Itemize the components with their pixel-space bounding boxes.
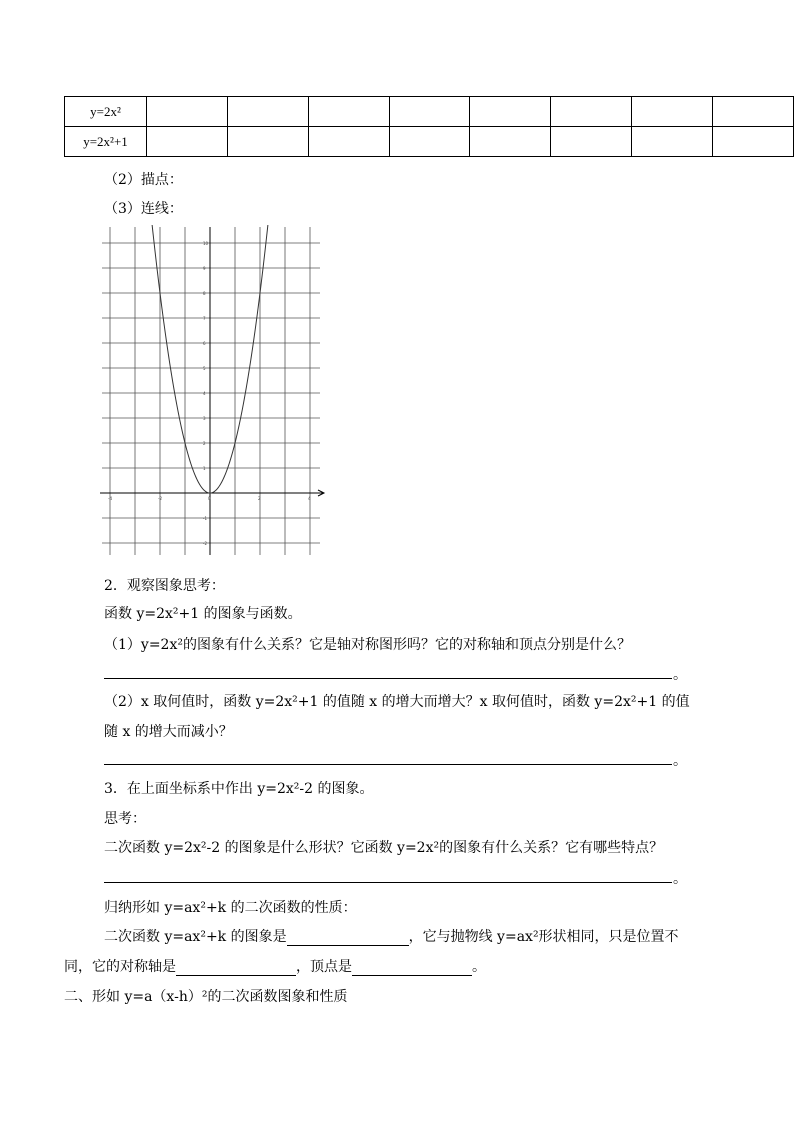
table-cell[interactable] xyxy=(470,97,551,127)
answer-line[interactable] xyxy=(104,882,672,883)
summary-heading: 归纳形如 y=ax²+k 的二次函数的性质： xyxy=(104,900,357,916)
x-tick-label: 2 xyxy=(258,496,261,501)
table-cell[interactable] xyxy=(147,127,228,157)
table-cell[interactable] xyxy=(389,97,470,127)
fill-blank-axis[interactable] xyxy=(176,959,296,976)
row-label: y=2x² xyxy=(65,97,147,127)
y-tick-label: 10 xyxy=(203,241,209,246)
table-cell[interactable] xyxy=(470,127,551,157)
table-row xyxy=(65,97,794,127)
y-tick-label: -2 xyxy=(203,541,207,546)
table-cell[interactable] xyxy=(632,127,713,157)
y-tick-label: 2 xyxy=(203,441,206,446)
q2-sub1: （1）y=2x²的图象有什么关系？它是轴对称图形吗？它的对称轴和顶点分别是什么？ xyxy=(104,637,631,653)
y-tick-label: 8 xyxy=(203,291,206,296)
answer-line[interactable] xyxy=(104,678,672,679)
summary-text: 同，它的对称轴是 xyxy=(64,959,176,975)
values-table xyxy=(64,96,794,157)
step-plot: （2）描点： xyxy=(104,172,183,188)
step-connect: （3）连线： xyxy=(104,201,183,217)
y-tick-label: 7 xyxy=(203,316,206,321)
x-tick-label: 4 xyxy=(308,496,311,501)
x-tick-label: -4 xyxy=(108,496,112,501)
summary-text: 二次函数 y=ax²+k 的图象是 xyxy=(104,929,287,945)
q3-heading: 3．在上面坐标系中作出 y=2x²-2 的图象。 xyxy=(104,781,374,797)
x-tick-label: -2 xyxy=(158,496,162,501)
table-cell[interactable] xyxy=(227,127,308,157)
q2-sub2-line2: 随 x 的增大而减小？ xyxy=(104,724,233,740)
summary-line2 xyxy=(64,956,486,976)
axes xyxy=(100,227,324,555)
y-tick-label: 1 xyxy=(203,466,206,471)
summary-text: 。 xyxy=(472,959,486,975)
fill-blank-vertex[interactable] xyxy=(352,959,472,976)
table-cell[interactable] xyxy=(551,97,632,127)
summary-text: ，它与抛物线 y=ax²形状相同，只是位置不 xyxy=(408,929,679,945)
table-cell[interactable] xyxy=(308,97,389,127)
q2-sub2-line1: （2）x 取何值时，函数 y=2x²+1 的值随 x 的增大而增大？x 取何值时，函数 y=2x²+1 的值 xyxy=(104,694,690,710)
y-tick-label: -1 xyxy=(203,516,207,521)
y-tick-label: 5 xyxy=(203,366,206,371)
section-title: 二、形如 y=a（x-h）²的二次函数图象和性质 xyxy=(64,989,348,1005)
summary-line1 xyxy=(104,926,679,946)
table-cell[interactable] xyxy=(551,127,632,157)
table-cell[interactable] xyxy=(227,97,308,127)
y-tick-label: 9 xyxy=(203,266,206,271)
q3-question: 二次函数 y=2x²-2 的图象是什么形状？它函数 y=2x²的图象有什么关系？它有哪些特点？ xyxy=(104,840,664,856)
period: 。 xyxy=(673,667,687,683)
q3-think: 思考： xyxy=(104,811,146,827)
grid-lines xyxy=(102,227,320,555)
answer-line[interactable] xyxy=(104,764,672,765)
table-cell[interactable] xyxy=(308,127,389,157)
q2-heading: 2．观察图象思考： xyxy=(104,578,225,594)
y-tick-label: 4 xyxy=(203,391,206,396)
summary-text: ，顶点是 xyxy=(296,959,352,975)
table-cell[interactable] xyxy=(632,97,713,127)
x-tick-label: 0 xyxy=(208,496,211,501)
table-cell[interactable] xyxy=(147,97,228,127)
period: 。 xyxy=(673,871,687,887)
y-tick-label: 3 xyxy=(203,416,206,421)
table-cell[interactable] xyxy=(713,127,794,157)
table-row xyxy=(65,127,794,157)
table-cell[interactable] xyxy=(713,97,794,127)
table-cell[interactable] xyxy=(389,127,470,157)
coordinate-graph xyxy=(100,225,326,557)
period: 。 xyxy=(673,753,687,769)
row-label: y=2x²+1 xyxy=(65,127,147,157)
y-tick-label: 6 xyxy=(203,341,206,346)
fill-blank-shape[interactable] xyxy=(287,929,409,946)
q2-intro: 函数 y=2x²+1 的图象与函数。 xyxy=(104,606,302,622)
